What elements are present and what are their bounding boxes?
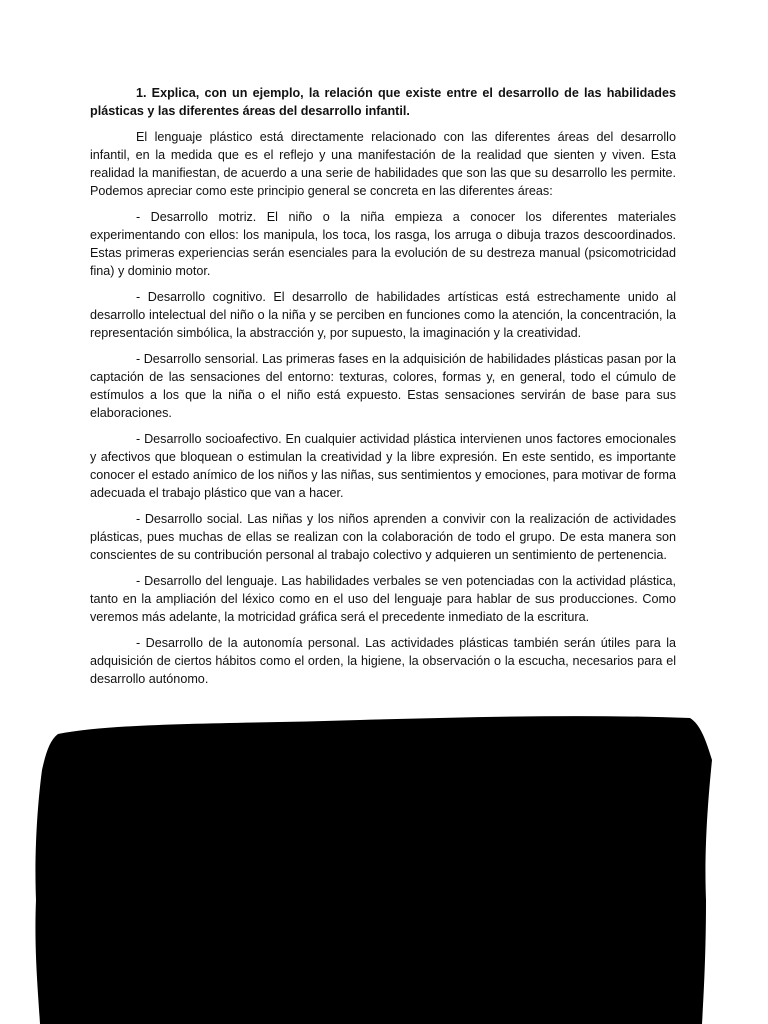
paragraph-autonomy-development: - Desarrollo de la autonomía personal. Las actividades plásticas también serán útiles para la adquisición de ciertos hábitos como el orden, la higiene, la observación o la escucha, necesarios para el desarrollo autónomo. xyxy=(90,636,676,686)
paragraph-sensory-development: - Desarrollo sensorial. Las primeras fases en la adquisición de habilidades plásticas pasan por la captación de las sensaciones del entorno: texturas, colores, formas y, en general, todo el cúmulo de estímulos a los que la niña o el niño está expuesto. Estas sensaciones servirán de base para sus elaboraciones. xyxy=(90,352,676,420)
redaction-fill xyxy=(35,716,712,1024)
paragraph-language-development: - Desarrollo del lenguaje. Las habilidades verbales se ven potenciadas con la actividad plástica, tanto en la ampliación del léxico como en el uso del lenguaje para hablar de sus producciones. Como veremos más adelante, la motricidad gráfica será el precedente inmediato de la escritura. xyxy=(90,574,676,624)
intro-paragraph: El lenguaje plástico está directamente relacionado con las diferentes áreas del desarrollo infantil, en la medida que es el reflejo y una manifestación de la realidad que sienten y viven. Esta realidad la manifiestan, de acuerdo a una serie de habilidades que son las que su desarrollo les permite. Podemos apreciar como este principio general se concreta en las diferentes áreas: xyxy=(90,130,676,198)
paragraph-social-development: - Desarrollo social. Las niñas y los niños aprenden a convivir con la realización de actividades plásticas, pues muchas de ellas se realizan con la colaboración de todo el grupo. De esta manera son conscientes de su contribución personal al trabajo colectivo y adquieren un sentimiento de pertenencia. xyxy=(90,512,676,562)
paragraph-cognitive-development: - Desarrollo cognitivo. El desarrollo de habilidades artísticas está estrechamente unido al desarrollo intelectual del niño o la niña y se perciben en funciones como la atención, la concentración, la representación simbólica, la abstracción y, por supuesto, la imaginación y la creatividad. xyxy=(90,290,676,340)
question-heading: 1. Explica, con un ejemplo, la relación que existe entre el desarrollo de las habilidades plásticas y las diferentes áreas del desarrollo infantil. xyxy=(90,86,676,118)
document-text xyxy=(90,84,676,696)
paragraph-motor-development: - Desarrollo motriz. El niño o la niña empieza a conocer los diferentes materiales experimentando con ellos: los manipula, los toca, los rasga, los arruga o dibuja trazos descoordinados. Estas primeras experiencias serán esenciales para la evolución de su destreza manual (psicomotricidad fina) y dominio motor. xyxy=(90,210,676,278)
paragraph-socioaffective-development: - Desarrollo socioafectivo. En cualquier actividad plástica intervienen unos factores emocionales y afectivos que bloquean o estimulan la creatividad y la libre expresión. En este sentido, es importante conocer el estado anímico de los niños y las niñas, sus sentimientos y emociones, para motivar de forma adecuada el trabajo plástico que van a hacer. xyxy=(90,432,676,500)
